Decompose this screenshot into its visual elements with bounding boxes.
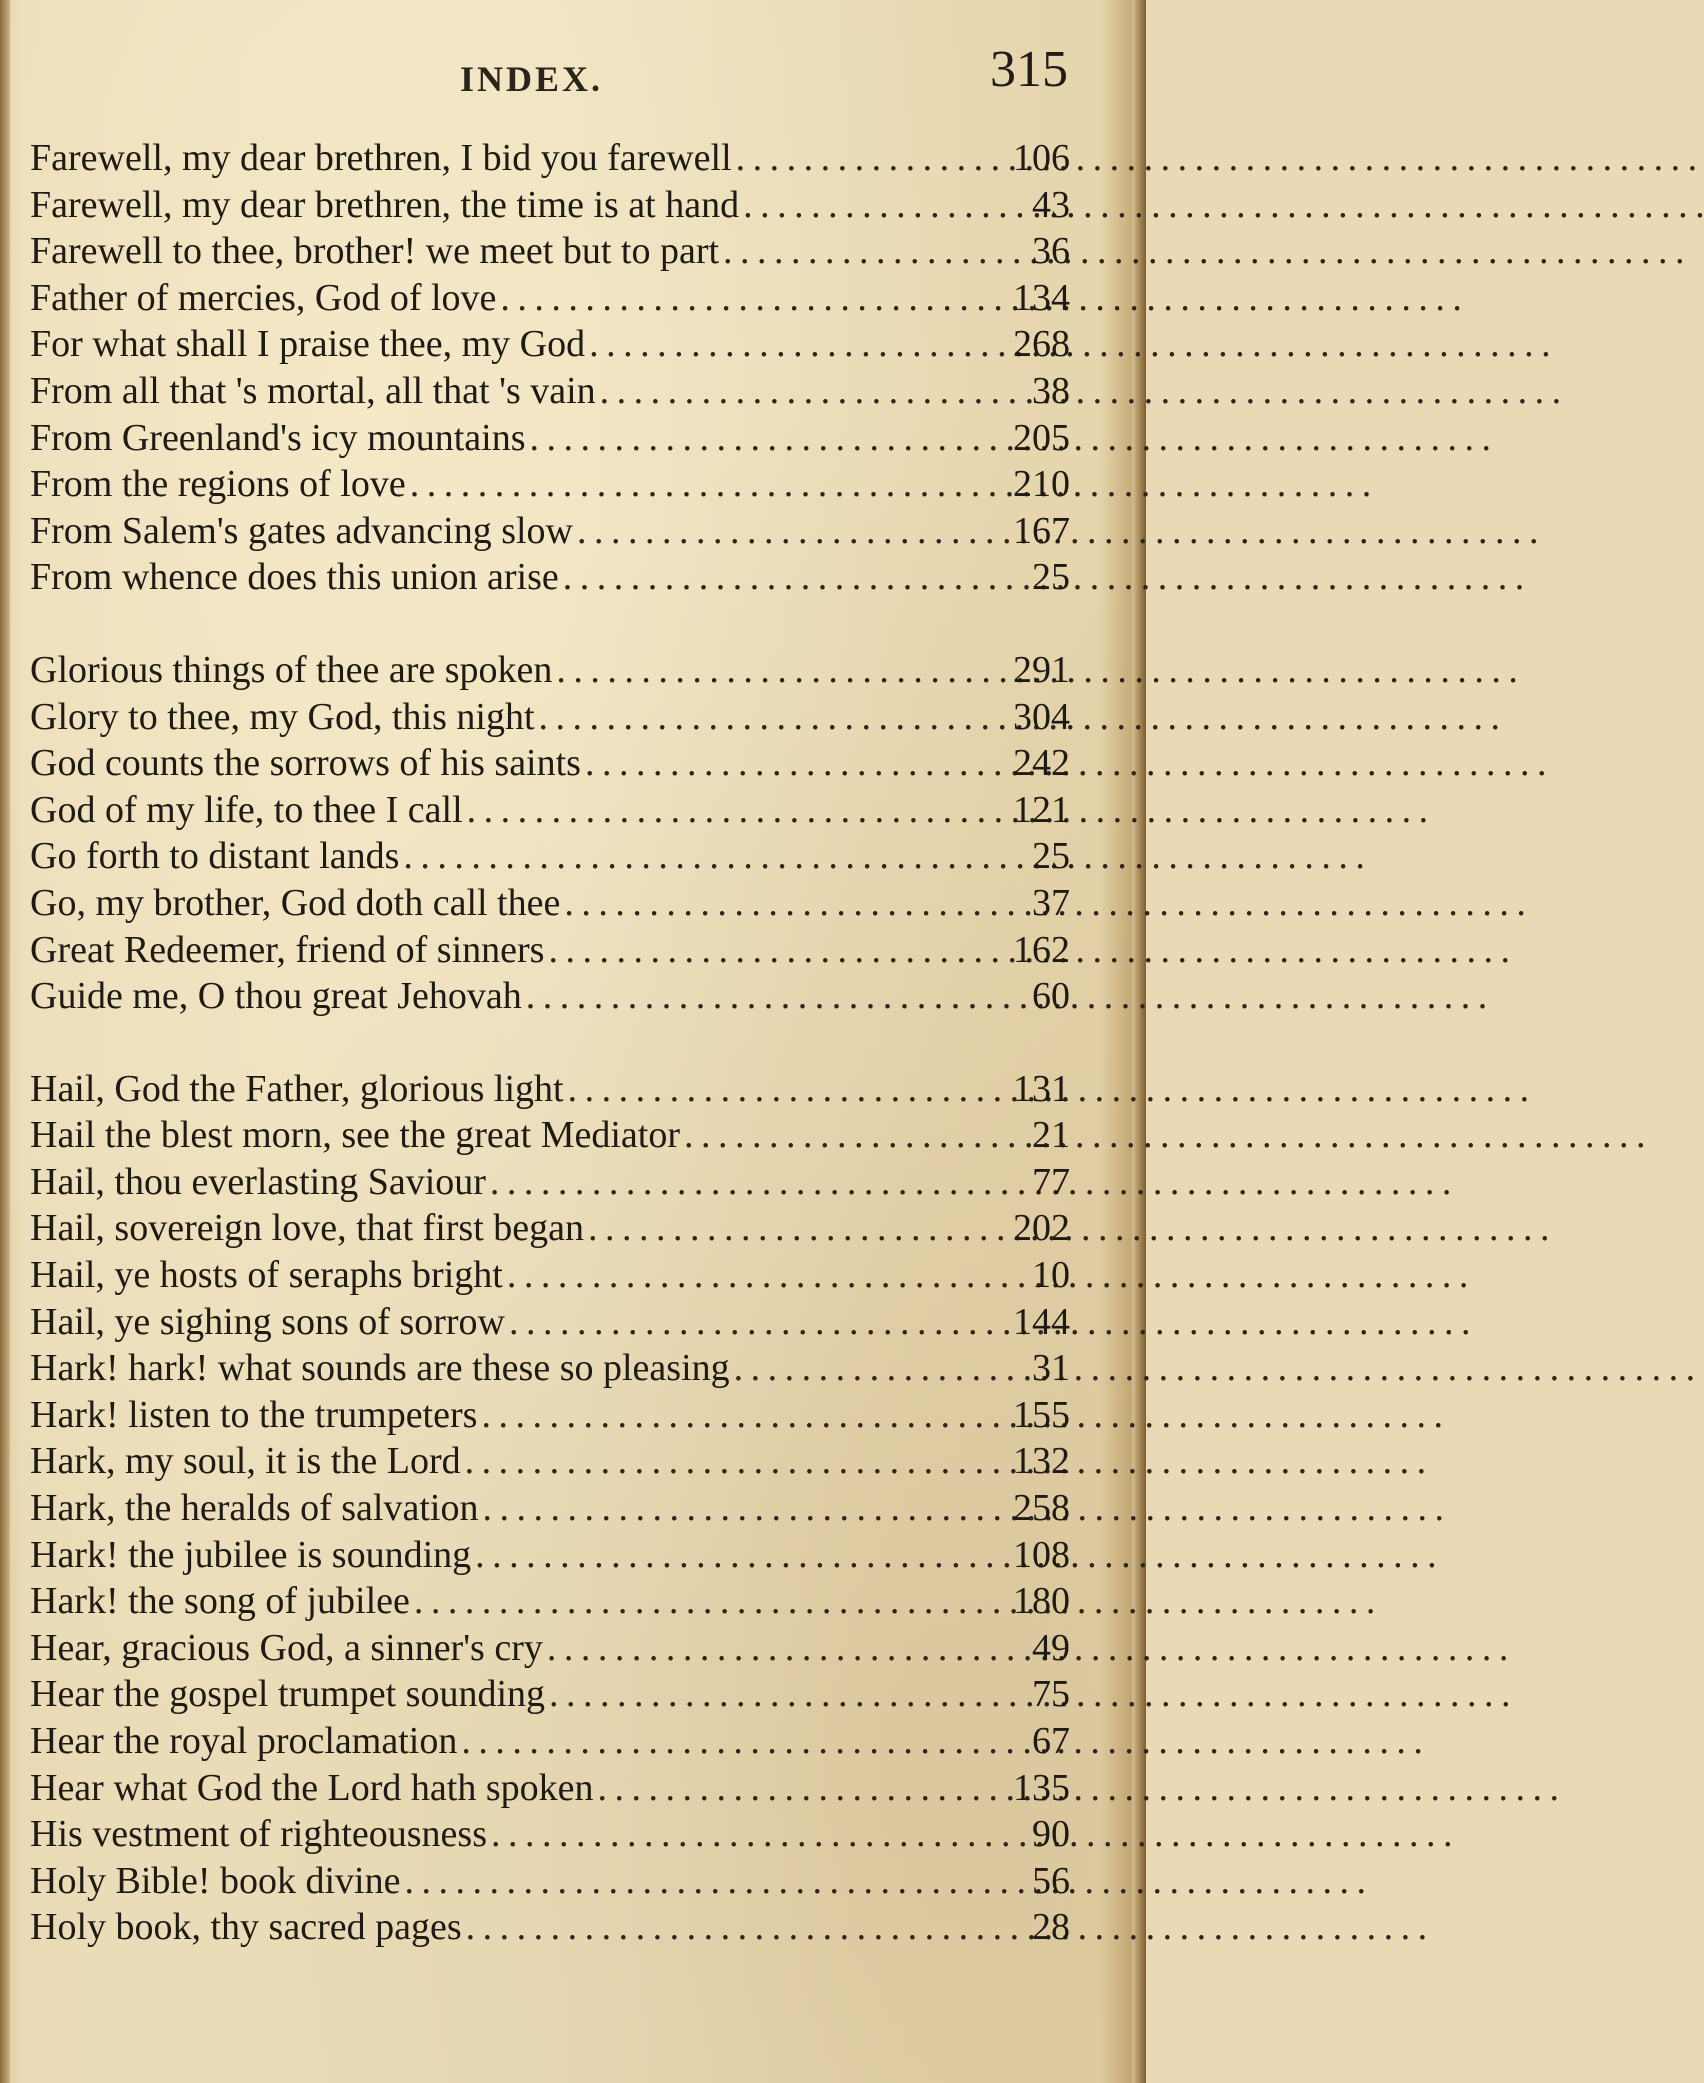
hymn-page-number: 304 [1013, 695, 1070, 738]
index-entry [30, 694, 1070, 741]
dot-leader [564, 1066, 994, 1113]
hymn-first-line: God of my life, to thee I call [30, 788, 463, 831]
hymn-first-line: Glory to thee, my God, this night [30, 695, 535, 738]
dot-leader [462, 1904, 994, 1951]
index-entry [30, 1252, 1070, 1299]
hymn-first-line: Hark, the heralds of salvation [30, 1487, 479, 1530]
index-entry [30, 647, 1070, 694]
index-entry [30, 1438, 1070, 1485]
dot-leader [544, 927, 994, 974]
hymn-first-line: From the regions of love [30, 463, 406, 506]
hymn-page-number: 155 [1013, 1393, 1070, 1436]
hymn-page-number: 10 [1032, 1254, 1070, 1297]
hymn-page-number: 131 [1013, 1067, 1070, 1110]
hymn-page-number: 60 [1032, 975, 1070, 1018]
index-entry [30, 182, 1070, 229]
index-entry [30, 1532, 1070, 1579]
index-entry [30, 1765, 1070, 1812]
dot-leader [457, 1718, 994, 1765]
dot-leader [487, 1811, 994, 1858]
index-entry [30, 927, 1070, 974]
hymn-page-number: 75 [1032, 1673, 1070, 1716]
dot-leader [560, 880, 994, 927]
hymn-first-line: For what shall I praise thee, my God [30, 323, 586, 366]
dot-leader [594, 1765, 994, 1812]
page-header [0, 40, 1146, 110]
hymn-page-number: 25 [1032, 835, 1070, 878]
hymn-page-number: 106 [1013, 137, 1070, 179]
hymn-page-number: 210 [1013, 463, 1070, 506]
dot-leader [525, 415, 994, 462]
hymn-page-number: 37 [1032, 881, 1070, 924]
dot-leader [471, 1532, 994, 1579]
hymn-first-line: Holy Bible! book divine [30, 1859, 401, 1902]
index-entry [30, 833, 1070, 880]
hymn-page-number: 21 [1032, 1114, 1070, 1157]
dot-leader [477, 1392, 994, 1439]
hymn-first-line: Go, my brother, God doth call thee [30, 881, 561, 924]
index-entry [30, 1718, 1070, 1765]
index-section [30, 647, 1070, 1020]
dot-leader [543, 1625, 994, 1672]
hymn-first-line: Great Redeemer, friend of sinners [30, 928, 545, 971]
dot-leader [585, 321, 994, 368]
hymn-first-line: From Greenland's icy mountains [30, 416, 526, 459]
index-entry [30, 1112, 1070, 1159]
hymn-page-number: 49 [1032, 1626, 1070, 1669]
hymn-first-line: Hark! the jubilee is sounding [30, 1533, 472, 1576]
hymn-first-line: Hark! the song of jubilee [30, 1580, 410, 1623]
hymn-first-line: Farewell, my dear brethren, I bid you farewell [30, 137, 732, 179]
index-entry [30, 554, 1070, 601]
hymn-page-number: 132 [1013, 1440, 1070, 1483]
hymn-first-line: Hark! listen to the trumpeters [30, 1393, 478, 1436]
hymn-page-number: 28 [1032, 1906, 1070, 1949]
page-number: 315 [990, 41, 1068, 98]
hymn-first-line: Go forth to distant lands [30, 835, 400, 878]
hymn-page-number: 36 [1032, 230, 1070, 273]
dot-leader [573, 508, 994, 555]
index-entry [30, 880, 1070, 927]
dot-leader [545, 1671, 994, 1718]
hymn-first-line: Holy book, thy sacred pages [30, 1906, 462, 1949]
index-entry [30, 1345, 1070, 1392]
dot-leader [399, 833, 994, 880]
hymn-first-line: Hear the gospel trumpet sounding [30, 1673, 546, 1716]
index-entry [30, 1299, 1070, 1346]
hymn-first-line: Hail, God the Father, glorious light [30, 1067, 564, 1110]
dot-leader [496, 275, 994, 322]
index-entry [30, 1858, 1070, 1905]
hymn-first-line: Hail, sovereign love, that first began [30, 1207, 585, 1250]
hymn-page-number: 167 [1013, 509, 1070, 552]
dot-leader [552, 647, 994, 694]
dot-leader [406, 461, 994, 508]
index-entry [30, 1066, 1070, 1113]
hymn-page-number: 180 [1013, 1580, 1070, 1623]
dot-leader [559, 554, 994, 601]
index-entry [30, 1811, 1070, 1858]
index-entry [30, 508, 1070, 555]
dot-leader [581, 740, 994, 787]
hymn-first-line: Hark, my soul, it is the Lord [30, 1440, 461, 1483]
hymn-first-line: From all that 's mortal, all that 's vain [30, 369, 596, 412]
index-entry [30, 275, 1070, 322]
index-section [30, 1066, 1070, 1951]
dot-leader [461, 1438, 994, 1485]
hymn-first-line: Hail, ye hosts of seraphs bright [30, 1254, 503, 1297]
dot-leader [730, 1345, 994, 1392]
dot-leader [739, 182, 994, 229]
hymn-page-number: 121 [1013, 788, 1070, 831]
index-entry [30, 1578, 1070, 1625]
index-entry [30, 1671, 1070, 1718]
hymn-page-number: 108 [1013, 1533, 1070, 1576]
dot-leader [410, 1578, 994, 1625]
dot-leader [486, 1159, 994, 1206]
hymn-page-number: 144 [1013, 1300, 1070, 1343]
dot-leader [584, 1205, 994, 1252]
hymn-page-number: 162 [1013, 928, 1070, 971]
hymn-first-line: Father of mercies, God of love [30, 276, 497, 319]
hymn-first-line: From whence does this union arise [30, 556, 559, 599]
hymn-first-line: Hail, thou everlasting Saviour [30, 1160, 486, 1203]
hymn-page-number: 25 [1032, 556, 1070, 599]
index-section [30, 135, 1070, 601]
dot-leader [463, 787, 994, 834]
dot-leader [596, 368, 994, 415]
hymn-page-number: 90 [1032, 1813, 1070, 1856]
hymn-page-number: 67 [1032, 1720, 1070, 1762]
hymn-first-line: Hear what God the Lord hath spoken [30, 1766, 594, 1809]
index-entry [30, 415, 1070, 462]
hymn-first-line: Glorious things of thee are spoken [30, 648, 553, 691]
hymn-first-line: Hail the blest morn, see the great Mediator [30, 1114, 681, 1157]
index-entry [30, 321, 1070, 368]
dot-leader [732, 135, 994, 182]
hymn-first-line: Hail, ye sighing sons of sorrow [30, 1300, 505, 1343]
index-entry [30, 135, 1070, 182]
hymn-page-number: 268 [1013, 323, 1070, 366]
dot-leader [505, 1299, 994, 1346]
hymn-first-line: Hear the royal proclamation [30, 1720, 458, 1762]
index-entry [30, 228, 1070, 275]
dot-leader [400, 1858, 994, 1905]
index-entry [30, 461, 1070, 508]
hymn-first-line: Farewell, my dear brethren, the time is at hand [30, 183, 740, 226]
hymn-first-line: Hear, gracious God, a sinner's cry [30, 1626, 543, 1669]
index-list [30, 135, 1070, 1997]
index-entry [30, 1205, 1070, 1252]
index-entry [30, 368, 1070, 415]
dot-leader [503, 1252, 994, 1299]
dot-leader [522, 973, 994, 1020]
index-entry [30, 1485, 1070, 1532]
hymn-first-line: Hark! hark! what sounds are these so pleasing [30, 1347, 730, 1390]
dot-leader [680, 1112, 994, 1159]
index-entry [30, 1159, 1070, 1206]
hymn-page-number: 77 [1032, 1160, 1070, 1203]
index-entry [30, 1904, 1070, 1951]
hymn-page-number: 38 [1032, 369, 1070, 412]
hymn-first-line: From Salem's gates advancing slow [30, 509, 573, 552]
dot-leader [719, 228, 994, 275]
hymn-page-number: 258 [1013, 1487, 1070, 1530]
hymn-page-number: 31 [1032, 1347, 1070, 1390]
hymn-page-number: 205 [1013, 416, 1070, 459]
index-entry [30, 787, 1070, 834]
hymn-page-number: 56 [1032, 1859, 1070, 1902]
hymn-page-number: 135 [1013, 1766, 1070, 1809]
index-entry [30, 973, 1070, 1020]
hymn-page-number: 291 [1013, 648, 1070, 691]
hymn-first-line: Farewell to thee, brother! we meet but to part [30, 230, 720, 273]
running-title: INDEX. [460, 59, 604, 99]
hymn-first-line: His vestment of righteousness [30, 1813, 488, 1856]
hymn-page-number: 202 [1013, 1207, 1070, 1250]
page-gutter-edge [0, 0, 10, 2083]
hymn-first-line: Guide me, O thou great Jehovah [30, 975, 522, 1018]
hymn-page-number: 242 [1013, 742, 1070, 785]
index-entry [30, 1392, 1070, 1439]
dot-leader [535, 694, 994, 741]
hymn-page-number: 43 [1032, 183, 1070, 226]
hymn-first-line: God counts the sorrows of his saints [30, 742, 581, 785]
hymn-page-number: 134 [1013, 276, 1070, 319]
index-entry [30, 740, 1070, 787]
dot-leader [478, 1485, 994, 1532]
index-entry [30, 1625, 1070, 1672]
